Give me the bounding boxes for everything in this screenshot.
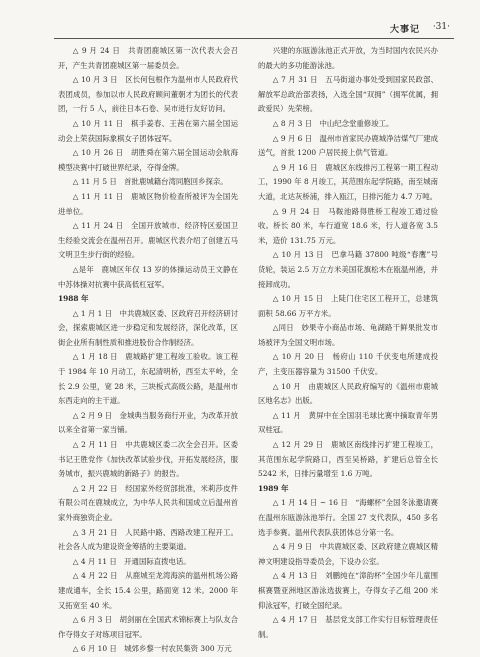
event-entry: △ 10 月 由鹿城区人民政府编写的《温州市鹿城区地名志》出版。 <box>258 381 438 406</box>
event-entry: △ 4 月 9 日 中共鹿城区委、区政府建立鹿城区精神文明建设指导委员会，下设办公室。 <box>258 542 438 566</box>
event-entry: △ 1 月 1 日 中共鹿城区委、区政府召开经济研讨会，探索鹿城区进一步稳定和发展经济，深化改革，区街企业所有制性质和推进股份合作制经济。 <box>58 308 238 347</box>
event-entry: △ 2 月 11 日 中共鹿城区委二次全会召开。区委书记王胜党作《加快改革试验步伐，开拓发展经济，服务城市，振兴鹿城的新路子》的报告。 <box>58 440 238 479</box>
event-entry: △ 2 月 22 日 经国家外经贸部批准，米莉莎皮件有限公司在鹿城成立，为中华人民共和国成立后温州首家外商独资企业。 <box>58 483 238 522</box>
page-header <box>0 0 480 46</box>
event-entry: △ 10 月 11 日 棋手姜春、王茜在第六届全国运动会上荣获国际象棋女子团体冠军。 <box>58 118 238 143</box>
event-entry: △ 1 月 14 日 ~ 16 日 “海螺杯”全国冬泳邀请赛在温州东瓯游泳池举行。全国 27 支代表队，450 多名选手参赛。温州代表队获团体总分第一名。 <box>258 498 438 537</box>
event-entry: △ 6 月 10 日 城郊乡黎一村农民集资 300 万元 <box>72 644 232 654</box>
event-entry: △ 11 月 24 日 全国开放城市、经济特区爱国卫生经验交流会在温州召开。鹿城区代表介绍了创建五马文明卫生步行街的经验。 <box>58 221 238 260</box>
event-entry: △ 9 月 16 日 鹿城区东线排污工程第一期工程动工，1990 年 8 月竣工，其范围东起学院路，南至城南大道，北达灰桥浦，排入瓯江，日排污能力 4.7 万吨。 <box>258 162 438 201</box>
event-entry: △ 11 月 5 日 首批鹿城籍台湾同胞回乡探亲。 <box>72 177 228 187</box>
right-column <box>258 44 438 642</box>
event-entry: △ 10 月 3 日 区长何包根作为温州市人民政府代表团成员，参加以市人民政府顾问董朝才为团长的代表团，一行 5 人，前往日本石卷、吴市进行友好访问。 <box>58 75 238 114</box>
event-entry: △ 10 月 15 日 上陡门住宅区工程开工，总建筑面积 58.66 万平方米。 <box>258 294 438 318</box>
event-entry: 兴建的东瓯游泳池正式开放，为当时国内农民兴办的最大的多功能游泳池。 <box>258 46 438 70</box>
event-entry: △ 11 月 11 日 鹿城区物价检查所被评为全国先进单位。 <box>58 191 238 216</box>
event-entry: △ 1 月 18 日 鹿城路扩建工程竣工验收。该工程于 1984 年 10 月动工，东起清明桥，西至太平岭，全长 2.9 公里，宽 28 米，三块板式高级公路，是温州市东西走向的主干道。 <box>58 352 238 406</box>
event-entry: △ 4 月 22 日 从鹿城至龙湾海滨的温州机场公路建成通车，全长 15.4 公里，路面宽 12 米。2000 年又拓宽至 40 米。 <box>58 571 238 610</box>
year-heading: 1988 年 <box>58 294 89 304</box>
event-entry: △ 4 月 17 日 基层党支部工作实行目标管理责任制。 <box>258 615 438 639</box>
left-column <box>58 44 238 657</box>
event-entry: △ 7 月 31 日 五马街道办事处受到国家民政部、解放军总政治部表扬，入选全国“双拥”（拥军优属，拥政爱民）先荣榜。 <box>258 75 438 114</box>
event-entry: △ 10 月 26 日 胡胜舜在第六届全国运动会航海模型决赛中打破世界纪录，夺得金牌。 <box>58 148 238 172</box>
event-entry: △ 9 月 24 日 共青团鹿城区第一次代表大会召开，产生共青团鹿城区第一届委员会。 <box>58 46 238 70</box>
running-title: 大事记 <box>389 25 420 35</box>
event-entry: △ 8 月 3 日 中山纪念堂重修竣工。 <box>272 118 394 128</box>
event-entry: △ 2 月 9 日 金城典当服务商行开业，为改革开放以来全省第一家当铺。 <box>58 410 238 435</box>
event-entry: △ 6 月 3 日 胡剑丽在全国武术锦标赛上与队友合作夺得女子对练项目冠军。 <box>58 615 238 639</box>
event-entry: △ 11 月 黄屏中在全国羽毛球比赛中摘取青年男双桂冠。 <box>258 410 438 435</box>
event-entry: △ 9 月 24 日 马鞍池路得胜桥工程竣工通过验收。桥长 80 米，车行道宽 18.6 米，行人道各宽 3.5 米，造价 131.75 万元。 <box>258 206 438 245</box>
event-entry: △ 10 月 20 日 杨府山 110 千伏变电所建成投产，主变压器容量为 31500 千伏安。 <box>258 352 438 377</box>
event-entry: △ 4 月 11 日 开通国际直拨电话。 <box>72 556 191 566</box>
event-entry: △ 3 月 21 日 人民路中路、西路改建工程开工。社会各人成为建设资金筹措的主要渠道。 <box>58 527 238 552</box>
year-heading: 1989 年 <box>258 483 289 493</box>
header-rule <box>54 38 454 39</box>
event-entry: △ 9 月 6 日 温州市首家民办鹿城净洁煤气厂建成送气，首批 1200 户居民接上供气管道。 <box>258 133 438 158</box>
event-entry: △是年 鹿城区年仅 13 岁的体操运动员王文静在中苏体操对抗赛中获高低杠冠军。 <box>58 264 238 289</box>
page-number: ·31· <box>432 22 450 32</box>
event-entry: △ 10 月 13 日 巴拿马籍 37800 吨级“春鹰”号货轮，装运 2.5 万立方米美国花旗松木在瓯温州港，并接卸成功。 <box>258 250 438 289</box>
event-entry: △ 4 月 13 日 刘鹏纯在“漳韵杯”全国少年儿童围棋赛暨亚洲地区游泳选拔赛上，夺得女子乙组 200 米仰泳冠军，打破全国纪录。 <box>258 571 438 610</box>
event-entry: △ 12 月 29 日 鹿城区南线排污扩建工程竣工，其范围东起学院路口，西至吴桥路，扩建后总管全长 5242 米，日排污量增至 1.6 万吨。 <box>258 440 438 479</box>
event-entry: △同日 妙果寺小商品市场、龟湖路干鲜果批发市场被评为全国文明市场。 <box>258 323 438 347</box>
